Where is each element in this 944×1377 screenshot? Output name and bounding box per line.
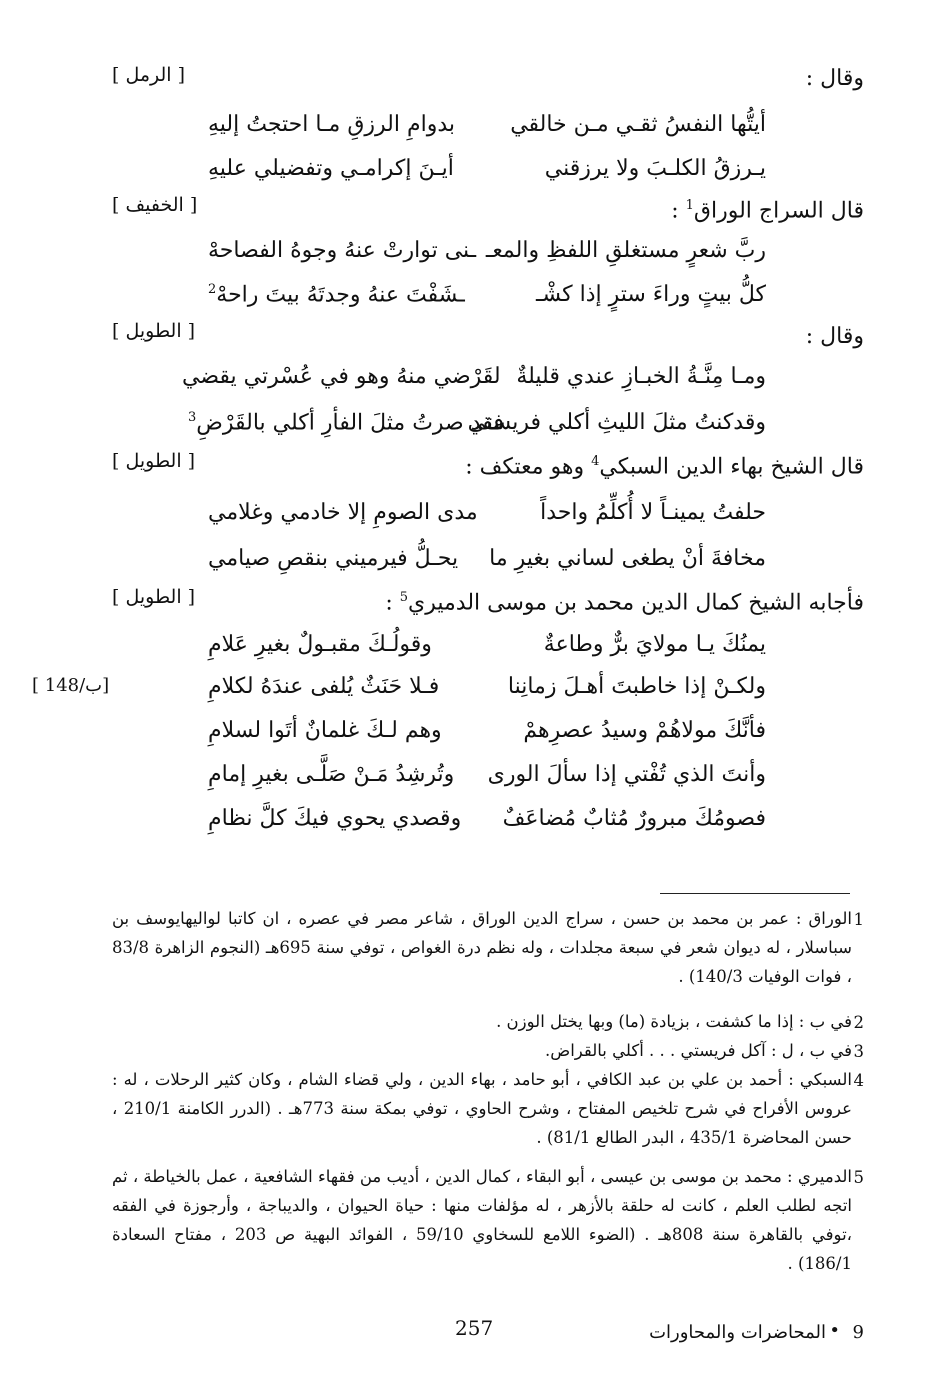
verse-right: يـرزقُ الكلـبَ ولا يرزقني bbox=[544, 156, 766, 181]
verse-left: أيـنَ إكرامـي وتفضيلي عليهِ bbox=[208, 156, 454, 181]
footnote-number: 5 bbox=[853, 1168, 864, 1187]
verse-left: وقولُـكَ مقبـولٌ بغيرِ عَلامِ bbox=[208, 632, 432, 657]
section-4-intro bbox=[465, 454, 864, 479]
footnote-1: الوراق : عمر بن محمد بن حسن ، سراج الدين الوراق ، شاعر مصر في عصره ، ان كاتبا لواليهايوسف بن سباسلار ، له ديوان شعر في سبعة مجلدات ، وله نظم درة الغواص ، توفي سنة 695هـ (النجوم الزاهرة 83/8 ، فوات الوفيات 140/3) . bbox=[112, 909, 852, 986]
verse-left: بدوامِ الرزقِ مـا احتجتُ إليهِ bbox=[208, 112, 455, 137]
section-5-meter: [ الطويل ] bbox=[112, 586, 196, 608]
footnote-ref: 2 bbox=[208, 282, 217, 297]
footnote-ref: 1 bbox=[685, 198, 694, 213]
footer-bullet: • bbox=[829, 1320, 840, 1341]
footnote-2: في ب : إذا ما كشفت ، بزيادة (ما) وبها يختل الوزن . bbox=[496, 1012, 852, 1031]
intro-text: فأجابه الشيخ كمال الدين محمد بن موسى الدميري bbox=[408, 590, 864, 616]
footnote-5: الدميري : محمد بن موسى بن عيسى ، أبو البقاء ، كمال الدين ، أديب من فقهاء الشافعية ، عمل بالخياطة ، ثم اتجه لطلب العلم ، كانت له حلقة بالأزهر ، له مؤلفات منها : حياة الحيوان ، والديباجة ، وأرجوزة في الفقه ،توفي بالقاهرة سنة 808هـ . (الضوء اللامع للسخاوي 59/10 ، الفوائد البهية ص 203 ، مفتاح السعادة 186/1) . bbox=[112, 1167, 852, 1273]
intro-text-end: وهو معتكف : bbox=[465, 454, 592, 480]
volume-number: 9 bbox=[852, 1322, 864, 1343]
section-1-meter: [ الرمل ] bbox=[112, 64, 186, 86]
verse-right: يمنُكَ يـا مولايَ برٌّ وطاعةٌ bbox=[543, 632, 766, 657]
footnote-ref: 5 bbox=[399, 590, 409, 605]
footnote-ref: 4 bbox=[591, 454, 600, 469]
section-3-meter: [ الطويل ] bbox=[112, 320, 196, 342]
section-4-meter: [ الطويل ] bbox=[112, 450, 196, 472]
intro-text: قال السراج الوراق bbox=[693, 198, 864, 224]
verse-right: ولكـنْ إذا خاطبتَ أهـلَ زمانِنا bbox=[507, 674, 766, 699]
footnote-number: 2 bbox=[853, 1013, 864, 1032]
footnote-number: 1 bbox=[853, 910, 864, 929]
verse-right: فأنَّكَ مولاهُمْ وسيدُ عصرِهمْ bbox=[523, 718, 766, 743]
verse-right: مخافةَ أنْ يطغى لساني بغيرِ ما bbox=[489, 546, 766, 571]
verse-right: أيتُّها النفسُ ثقـي مـن خالقي bbox=[510, 112, 766, 137]
verse-right: وأنتَ الذي تُفْتي إذا سألَ الورى bbox=[487, 762, 766, 787]
page-number: 257 bbox=[455, 1316, 494, 1340]
footnote-separator bbox=[660, 893, 850, 894]
footnote-number: 3 bbox=[853, 1042, 864, 1061]
section-5-intro bbox=[385, 590, 864, 615]
verse-left: وهم لـكَ غلمانٌ أتَوا لسلامِ bbox=[208, 718, 442, 743]
verse-left: مدى الصومِ إلا خادمي وغلامي bbox=[208, 500, 478, 525]
footnote-3: في ب ، ل : آكل فريستي . . . أكلي بالقراض. bbox=[545, 1041, 852, 1060]
verse-text: فقد صرتُ مثلَ الفأرِ أكلي بالقَرْضِ bbox=[196, 410, 504, 436]
verse-right: ومـا مِنَّـةُ الخبـازِ عندي قليلةٌ bbox=[516, 364, 766, 389]
verse-left: وتُرشِدُ مَـنْ صَلَّـى بغيرِ إمامِ bbox=[208, 762, 455, 787]
verse-right: كلُّ بيتٍ وراءَ سترٍ إذا كشْـ bbox=[536, 282, 766, 307]
intro-text-end: : bbox=[671, 198, 686, 224]
verse-left bbox=[208, 282, 465, 307]
verse-left bbox=[188, 410, 504, 435]
section-2-intro bbox=[671, 198, 864, 223]
section-1-intro: وقال : bbox=[805, 66, 864, 91]
verse-right: ربَّ شعرٍ مستغلقِ اللفظِ والمعـ bbox=[485, 238, 766, 263]
footnote-number: 4 bbox=[853, 1071, 864, 1090]
verse-right: فصومُكَ مبرورٌ مُثابٌ مُضاعَفٌ bbox=[502, 806, 766, 831]
verse-left: فـلا حَنَثٌ يُلفى عندَهُ لكلامِ bbox=[208, 674, 440, 699]
verse-left: لقَرْضي منهُ وهو في عُسْرتي يقضي bbox=[182, 364, 501, 389]
intro-text-end: : bbox=[385, 590, 400, 616]
margin-folio-note: [ 148/ب] bbox=[32, 675, 110, 696]
verse-left: يحـلُّ فيرميني بنقصِ صيامي bbox=[208, 546, 459, 571]
verse-right: وقدكنتُ مثلَ الليثِ أكلي فريستي bbox=[467, 410, 766, 435]
section-3-intro: وقال : bbox=[805, 324, 864, 349]
footer-book-title: المحاضرات والمحاورات bbox=[649, 1322, 826, 1343]
footnote-4: السبكي : أحمد بن علي بن عبد الكافي ، أبو حامد ، بهاء الدين ، ولي قضاء الشام ، وكان كثير الرحلات ، له : عروس الأفراح في شرح تلخيص المفتاح ، وشرح الحاوي ، توفي بمكة سنة 773هـ . (الدرر الكامنة 210/1 ، حسن المحاضرة 435/1 ، البدر الطالع 81/1) . bbox=[112, 1070, 852, 1147]
footnote-ref: 3 bbox=[188, 410, 197, 425]
verse-left: ـنى توارتْ عنهُ وجوهُ الفصاحهْ bbox=[208, 238, 477, 263]
verse-left: وقصدي يحوي فيكَ كلَّ نظامِ bbox=[208, 806, 462, 831]
intro-text: قال الشيخ بهاء الدين السبكي bbox=[599, 454, 864, 480]
section-2-meter: [ الخفيف ] bbox=[112, 194, 198, 216]
verse-right: حلفتُ يمينـاً لا أُكلِّمُ واحداً bbox=[540, 500, 766, 525]
verse-text: ـشَفْتَ عنهُ وجدتَهُ بيتَ راحهْ bbox=[216, 282, 465, 308]
